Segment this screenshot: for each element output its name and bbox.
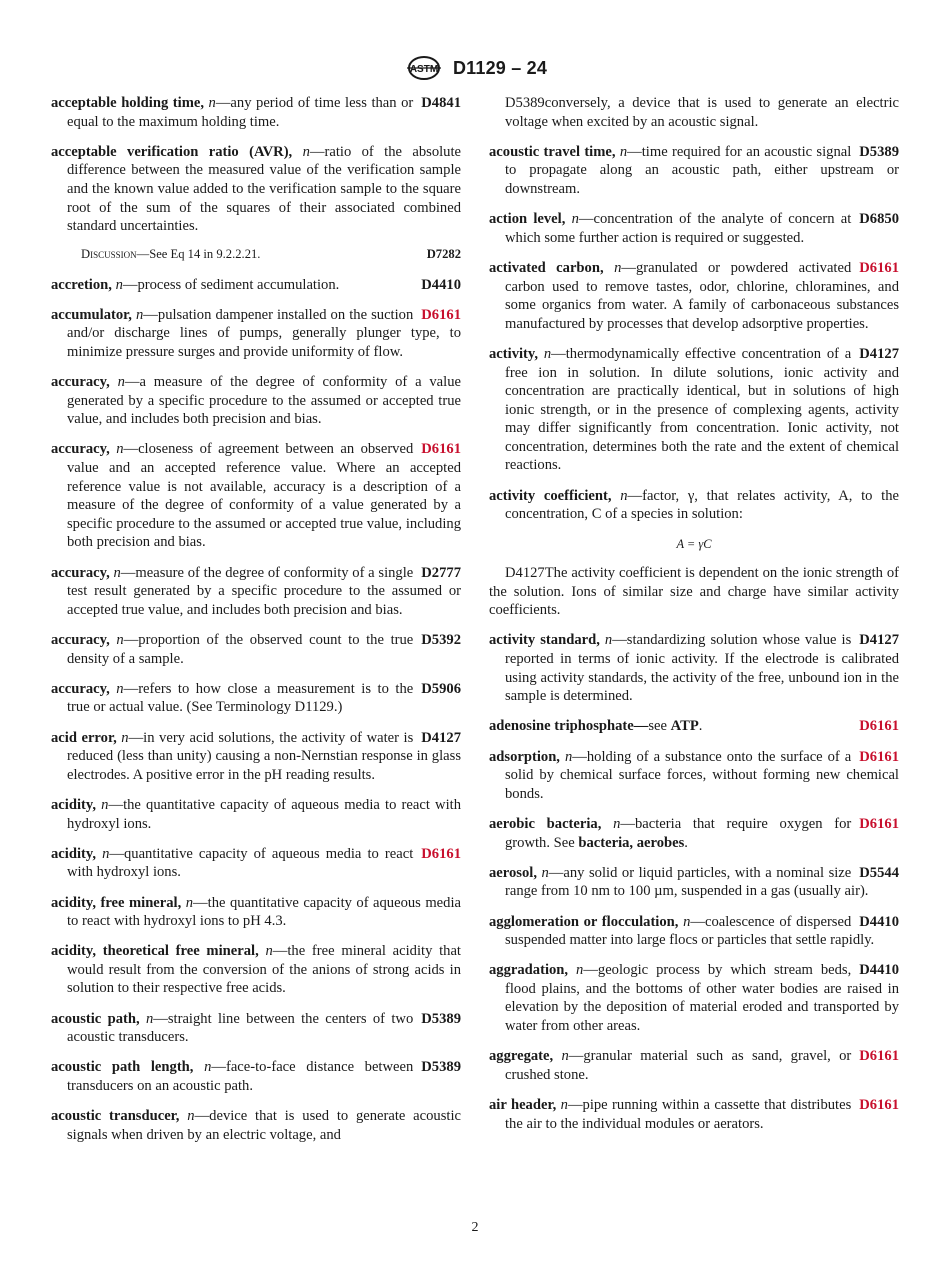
astm-logo-icon — [403, 56, 445, 80]
entry-definition: —the quantitative capacity of aqueous media to react with hydroxyl ions. — [67, 796, 461, 832]
formula-note — [489, 564, 899, 620]
standard-reference: D5544 — [859, 864, 899, 881]
entry-definition: —concentration of the analyte of concern at which some further action is required or suggested. — [505, 211, 852, 246]
part-of-speech: n — [121, 729, 129, 746]
part-of-speech: n — [604, 632, 613, 649]
see-after: . — [684, 834, 688, 851]
glossary-entry — [489, 748, 899, 804]
entry-term: acoustic travel time, — [489, 143, 616, 160]
right-column — [489, 94, 899, 1145]
standard-reference[interactable]: D6161 — [859, 259, 899, 276]
part-of-speech: n — [185, 894, 194, 911]
standard-reference: D7282 — [426, 247, 461, 262]
part-of-speech: n — [102, 845, 110, 862]
standard-reference: D2777 — [421, 564, 461, 581]
left-column — [51, 94, 461, 1156]
glossary-entry — [51, 143, 461, 236]
entry-term: accuracy, — [51, 632, 110, 648]
glossary-entry — [51, 564, 461, 620]
continued-text: conversely, a device that is used to generate an electric voltage when excited by an acoustic signal. — [505, 95, 899, 130]
entry-definition: —refers to how close a measurement is to the true or actual value. (See Terminology D1129.) — [67, 680, 414, 716]
entry-term: adenosine triphosphate— — [489, 718, 649, 735]
glossary-entry — [489, 815, 899, 852]
entry-term: activated carbon, — [489, 259, 604, 276]
entry-definition: —granular material such as sand, gravel, or crushed stone. — [505, 1048, 852, 1083]
entry-definition: —holding of a substance onto the surface of a solid by chemical surface forces, without forming new chemical bonds. — [505, 748, 899, 802]
entry-term: aerosol, — [489, 864, 537, 881]
entry-definition: —device that is used to generate acoustic signals when driven by an electric voltage, and — [67, 1108, 461, 1143]
entry-definition: —proportion of the observed count to the true density of a sample. — [67, 632, 414, 667]
glossary-entry — [51, 942, 461, 998]
part-of-speech: n — [145, 1010, 154, 1027]
part-of-speech: n — [136, 306, 144, 323]
part-of-speech: n — [116, 632, 124, 648]
see-after: . — [698, 718, 703, 735]
entry-term: action level, — [489, 211, 566, 228]
part-of-speech: n — [560, 1097, 568, 1114]
standard-reference: D4410 — [859, 962, 899, 979]
glossary-entry — [51, 440, 461, 552]
entry-term: adsorption, — [489, 748, 560, 765]
part-of-speech: n — [101, 796, 109, 813]
entry-definition: —granulated or powdered activated carbon used to remove tastes, odor, chlorine, chloramines, and some organics from water. A family of carbonaceous substances manufactured by processes that develop adsorptive properties. — [505, 259, 899, 332]
part-of-speech: n — [613, 815, 621, 832]
part-of-speech: n — [208, 95, 216, 111]
entry-definition: —factor, γ, that relates activity, A, to the concentration, C of a species in solution: — [505, 487, 899, 523]
glossary-entry — [51, 94, 461, 131]
entry-term: acoustic path, — [51, 1010, 140, 1027]
entry-definition: —any solid or liquid particles, with a nominal size range from 10 nm to 100 µm, suspended in a gas (usually air). — [505, 864, 869, 900]
entry-definition: —quantitative capacity of aqueous media to react with hydroxyl ions. — [67, 845, 414, 881]
part-of-speech: n — [683, 913, 691, 930]
entry-definition: —thermodynamically effective concentration of a free ion in solution. In dilute solutions, ionic activity and concentration are practically identical, but in solutions of high ionic strength, or in the presence of complexing agents, activity may differ significantly from concentration. Ionic activity, not concentration, determines both the rate and the extent of chemical reactions. — [505, 345, 899, 474]
part-of-speech: n — [561, 1048, 569, 1065]
glossary-entry — [51, 845, 461, 882]
entry-definition: —geologic process by which stream beds, flood plains, and the bottoms of other water bodies are raised in elevation by the deposition of material eroded and transported by water from other areas. — [505, 962, 899, 1035]
entry-term: acidity, — [51, 796, 96, 813]
glossary-entry — [51, 373, 461, 429]
part-of-speech: n — [576, 962, 584, 979]
document-number: D1129 – 24 — [452, 57, 548, 78]
entry-term: aggradation, — [489, 962, 569, 979]
entry-definition: —process of sediment accumulation. — [122, 276, 340, 293]
entry-definition: see — [648, 718, 671, 735]
standard-reference[interactable]: D6161 — [859, 1048, 899, 1065]
standard-reference[interactable]: D6161 — [421, 845, 461, 862]
discussion-text: —See Eq 14 in 9.2.2.21. — [136, 247, 261, 262]
glossary-entry — [51, 680, 461, 717]
entry-definition: —standardizing solution whose value is reported in terms of ionic activity. If the electrode is calibrated using activity standards, the activity of the free, unbound ion in the sample is determined. — [505, 632, 899, 705]
standard-reference: D5906 — [421, 680, 461, 697]
see-reference: ATP — [670, 718, 699, 735]
entry-definition: —measure of the degree of conformity of a single test result generated by a specific procedure to the assumed or accepted true value, and includes both precision and bias. — [67, 564, 461, 618]
entry-term: acid error, — [51, 729, 117, 746]
entry-term: accumulator, — [51, 306, 132, 323]
standard-reference[interactable]: D6161 — [421, 306, 461, 323]
glossary-entry — [51, 894, 461, 931]
standard-reference: D4127 — [421, 729, 461, 746]
part-of-speech: n — [619, 143, 628, 160]
standard-reference: D5389 — [421, 1010, 461, 1027]
glossary-entry — [51, 1107, 461, 1144]
part-of-speech: n — [571, 211, 579, 228]
entry-term: acidity, — [51, 845, 96, 862]
standard-reference: D4410 — [421, 276, 461, 293]
standard-reference: D4127 — [859, 345, 899, 362]
standard-reference[interactable]: D6161 — [421, 441, 461, 458]
glossary-entry — [51, 796, 461, 833]
standard-reference: D5389 — [505, 95, 545, 111]
part-of-speech: n — [115, 276, 123, 293]
glossary-entry — [51, 1010, 461, 1047]
glossary-entry — [489, 631, 899, 705]
standard-reference: D4841 — [421, 95, 461, 111]
entry-term: accuracy, — [51, 441, 110, 458]
glossary-entry — [51, 631, 461, 668]
entry-term: activity standard, — [489, 632, 600, 649]
entry-term: accuracy, — [51, 374, 110, 391]
standard-reference: D6850 — [859, 211, 899, 228]
standard-reference: D5389 — [421, 1059, 461, 1076]
part-of-speech: n — [116, 680, 124, 697]
part-of-speech: n — [265, 943, 273, 960]
part-of-speech: n — [204, 1059, 212, 1076]
entry-definition: —a measure of the degree of conformity of a value generated by a specific procedure to the assumed or accepted true value, and includes both precision and bias. — [67, 374, 461, 428]
entry-term: acidity, free mineral, — [51, 894, 182, 911]
entry-term: accuracy, — [51, 680, 110, 697]
logo-text: ASTM — [409, 64, 439, 75]
activity-formula: A = γC — [676, 537, 712, 552]
page-header — [0, 56, 950, 82]
glossary-entry — [489, 345, 899, 475]
standard-reference[interactable]: D6161 — [859, 718, 899, 735]
glossary-entry — [489, 1096, 899, 1133]
standard-reference: D5389 — [859, 143, 899, 160]
discussion-label: Discussion — [81, 247, 137, 262]
glossary-entry — [489, 143, 899, 199]
entry-definition: —bacteria that require oxygen for growth. See — [505, 815, 852, 851]
continued-definition — [489, 94, 899, 131]
glossary-entry — [489, 487, 899, 524]
entry-term: acidity, theoretical free mineral, — [51, 943, 259, 960]
part-of-speech: n — [620, 487, 628, 504]
glossary-entry — [489, 913, 899, 950]
entry-term: air header, — [489, 1097, 557, 1114]
glossary-entry — [51, 729, 461, 785]
entry-term: activity coefficient, — [489, 487, 612, 504]
standard-reference: D4127 — [859, 632, 899, 649]
glossary-entry — [489, 864, 899, 901]
standard-reference: D5392 — [421, 632, 461, 648]
standard-reference[interactable]: D6161 — [859, 748, 899, 765]
part-of-speech: n — [113, 564, 121, 581]
part-of-speech: n — [302, 143, 310, 160]
entry-definition: —closeness of agreement between an observed value and an accepted reference value. Where an accepted reference value is not available, accuracy is a description of a measure of the degree of conformity of a value generated by a specific procedure to the assumed or accepted true value, including both precision and bias. — [67, 441, 461, 551]
see-reference: bacteria, aerobes — [578, 834, 685, 851]
entry-definition: —pipe running within a cassette that distributes the air to the individual modules or aerators. — [505, 1097, 852, 1132]
discussion-note — [51, 245, 461, 264]
standard-reference[interactable]: D6161 — [859, 1097, 899, 1114]
part-of-speech: n — [116, 441, 124, 458]
entry-definition: —in very acid solutions, the activity of water is reduced (less than unity) causing a non-Nernstian response in glass electrodes. A positive error in the pH reading results. — [67, 729, 461, 783]
entry-definition: —time required for an acoustic signal to propagate along an acoustic path, either upstream or downstream. — [505, 143, 899, 197]
entry-term: aggregate, — [489, 1048, 554, 1065]
entry-definition: —coalescence of dispersed suspended matter into large flocs or particles that settle rapidly. — [505, 913, 875, 949]
glossary-entry — [489, 259, 899, 333]
entry-term: activity, — [489, 345, 539, 362]
entry-term: accretion, — [51, 276, 112, 293]
glossary-entry — [489, 1047, 899, 1084]
entry-definition: —any period of time less than or equal to the maximum holding time. — [67, 95, 414, 130]
entry-definition: —ratio of the absolute difference between the measured value of the verification sample and the known value added to the verification sample to the square root of the sum of the squares of their associated combined standard uncertainties. — [67, 143, 462, 235]
entry-term: acceptable holding time, — [51, 95, 204, 111]
glossary-entry — [51, 1058, 461, 1095]
part-of-speech: n — [614, 259, 622, 276]
glossary-entry — [489, 961, 899, 1035]
glossary-entry — [489, 210, 899, 247]
standard-reference: D4410 — [859, 913, 899, 930]
entry-term: accuracy, — [51, 564, 110, 581]
part-of-speech: n — [541, 864, 549, 881]
glossary-entry — [489, 717, 899, 736]
entry-definition: —the free mineral acidity that would result from the conversion of the anions of strong acids in solution to their respective free acids. — [67, 943, 461, 997]
standard-reference[interactable]: D6161 — [859, 815, 899, 832]
entry-definition: —face-to-face distance between transducers on an acoustic path. — [67, 1059, 414, 1095]
formula-note-text: The activity coefficient is dependent on the ionic strength of the solution. Ions of similar size and charge have similar activity coefficients. — [489, 565, 899, 619]
page-number: 2 — [471, 1220, 479, 1235]
part-of-speech: n — [564, 748, 573, 765]
entry-term: acoustic transducer, — [51, 1108, 180, 1125]
part-of-speech: n — [543, 345, 552, 362]
glossary-entry — [51, 306, 461, 362]
entry-definition: —the quantitative capacity of aqueous media to react with hydroxyl ions to pH 4.3. — [67, 894, 461, 930]
entry-definition: —straight line between the centers of two acoustic transducers. — [67, 1010, 414, 1046]
part-of-speech: n — [117, 374, 125, 391]
standard-reference: D4127 — [505, 565, 545, 582]
glossary-entry — [51, 276, 461, 295]
entry-term: acoustic path length, — [51, 1059, 194, 1076]
entry-term: acceptable verification ratio (AVR), — [51, 143, 293, 160]
entry-term: aerobic bacteria, — [489, 815, 602, 832]
entry-term: agglomeration or flocculation, — [489, 913, 679, 930]
part-of-speech: n — [187, 1108, 195, 1125]
entry-definition: —pulsation dampener installed on the suction and/or discharge lines of pumps, generally plunger type, to minimize pressure surges and provide uniformity of flow. — [67, 306, 461, 360]
